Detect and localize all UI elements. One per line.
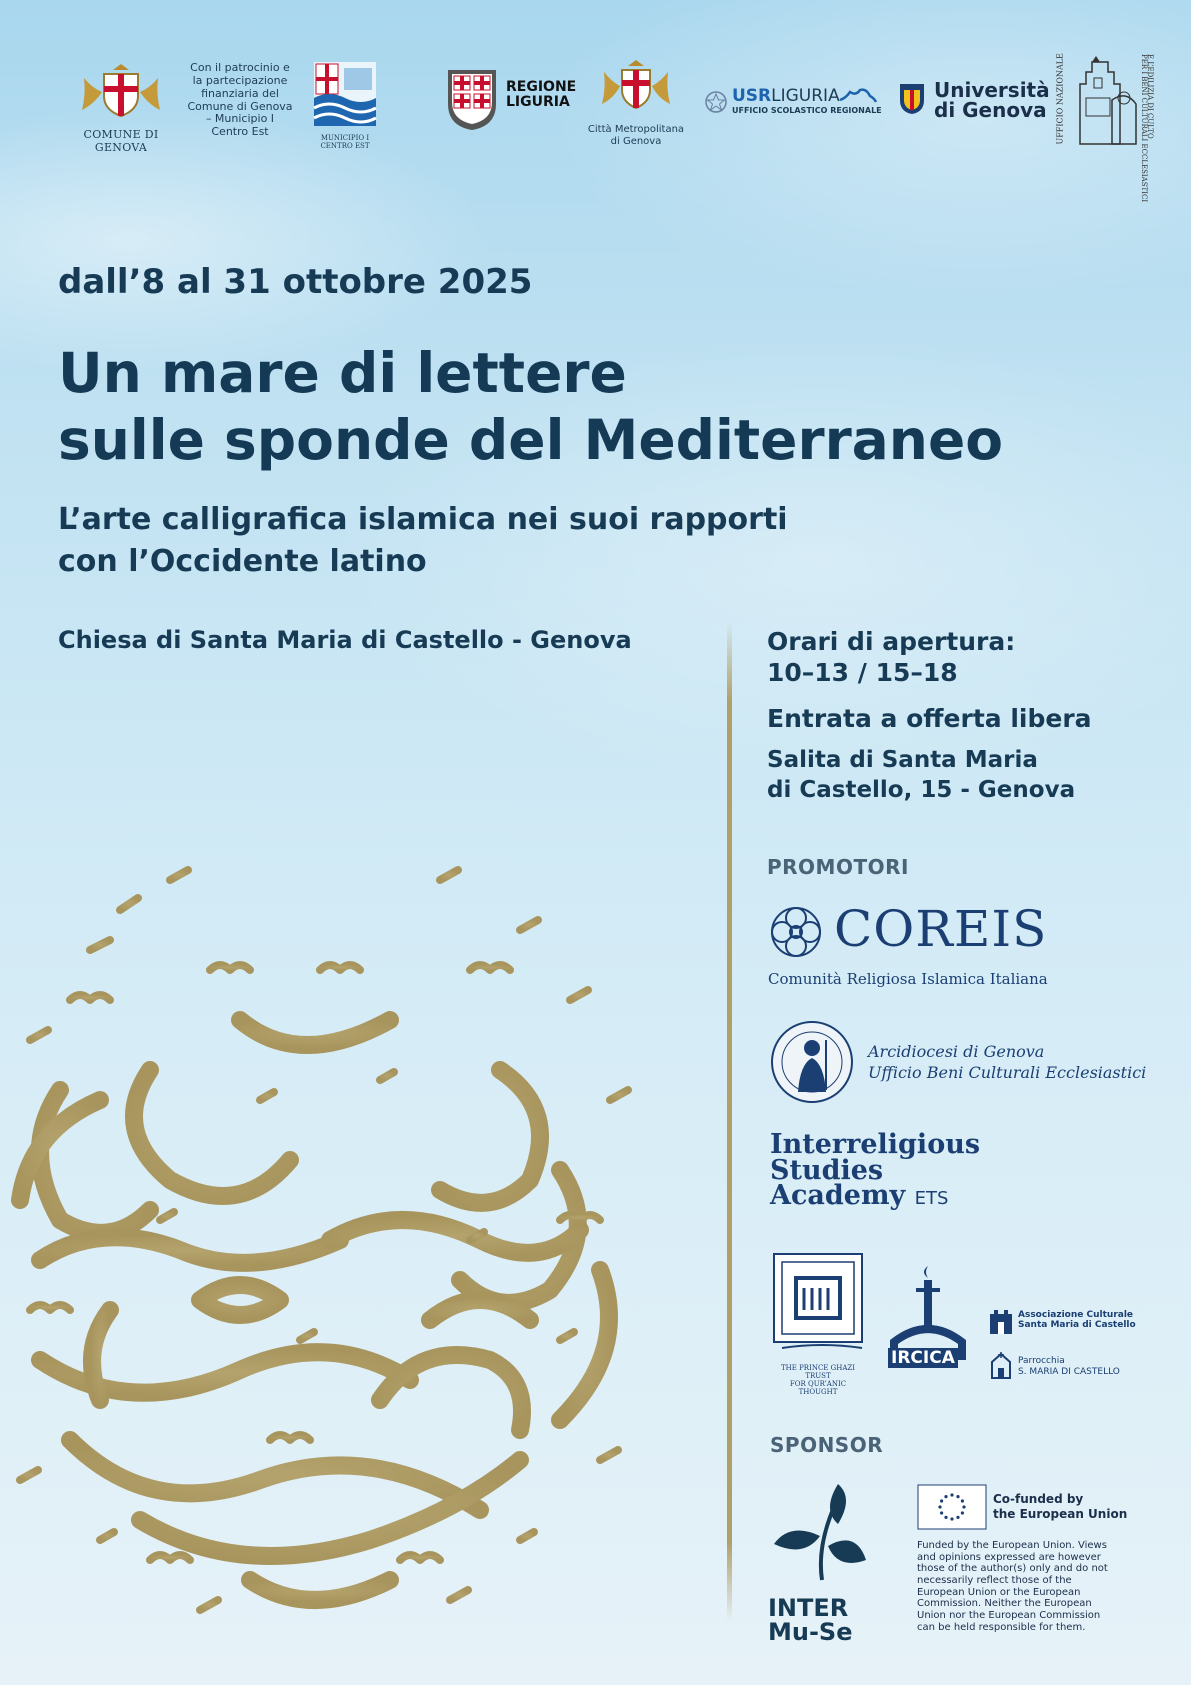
isa-suffix: ETS [914,1188,949,1210]
usr-label-a: USR [732,86,772,106]
address-block [767,746,1075,806]
citta-label: Città Metropolitana [587,124,685,135]
isa-line-2: Studies [770,1154,884,1186]
subtitle-line-1: L’arte calligrafica islamica nei suoi rapporti [58,502,788,537]
eu-label-1: Co-funded by [993,1492,1084,1506]
prince-ghazi-label: THE PRINCE GHAZI TRUST [780,1364,856,1381]
ufficio-line2: PER I BENI CULTURALI ECCLESIASTICI [1140,54,1148,203]
logo-ufficio-nazionale [1050,53,1160,203]
subtitle-line-2: con l’Occidente latino [58,544,427,579]
logo-parrocchia [988,1350,1138,1384]
regione-sub: LIGURIA [506,94,570,111]
sponsor-heading: SPONSOR [770,1433,884,1457]
arcidiocesi-sub: Ufficio Beni Culturali Ecclesiastici [868,1062,1147,1082]
regione-label: REGIONE [506,79,577,95]
logo-arcidiocesi [770,1020,1147,1106]
title-line-1: Un mare di lettere [58,341,627,405]
parrocchia-church-icon [988,1350,1014,1380]
associazione-label: Associazione Culturale [1018,1310,1134,1320]
logo-municipio [310,58,380,151]
hours-label: Orari di apertura: [767,627,1016,656]
patronage-text: Con il patrocinio e la partecipazione finanziaria del Comune di Genova – Municipio I Centro Est [187,61,293,139]
italian-republic-emblem-icon [704,90,728,114]
ufficio-line3: E L’EDILIZIA DI CULTO [1146,54,1154,139]
municipio-label: MUNICIPIO I [320,134,370,142]
comune-name: COMUNE DI GENOVA [83,128,159,154]
parrocchia-sub: S. MARIA DI CASTELLO [1018,1366,1120,1377]
isa-line-3: Academy [770,1180,906,1212]
prince-ghazi-sub: FOR QUR’ANIC THOUGHT [789,1380,847,1397]
unige-shield-icon [898,82,926,116]
event-subtitle [58,499,788,583]
event-venue: Chiesa di Santa Maria di Castello - Genova [58,626,632,654]
ircica-label: IRCICA [888,1348,958,1368]
eu-label-2: the European Union [993,1507,1128,1521]
logo-associazione-culturale [988,1304,1138,1340]
usr-sub: UFFICIO SCOLASTICO REGIONALE [732,106,882,115]
parrocchia-label: Parrocchia [1018,1356,1065,1366]
logo-regione-liguria [446,68,586,132]
liguria-outline-icon [838,86,878,104]
coreis-rosette-icon [768,904,824,960]
eu-flag-icon [917,1484,987,1530]
inter-muse-leaves-icon [768,1480,868,1586]
logo-ircica [886,1264,970,1384]
coreis-name: COREIS [834,900,1048,958]
arabic-calligraphy-roundel [0,840,660,1660]
logo-comune-genova [56,58,186,154]
eu-disclaimer: Funded by the European Union. Views and opinions expressed are however those of the author(s) only and do not necessarily reflect those of the European Union or the European Commission. Neither the European Union nor the European Commission can be held responsible for them. [917,1540,1108,1633]
logo-coreis [768,900,1048,988]
unige-sub: di Genova [934,98,1047,122]
arcidiocesi-name: Arcidiocesi di Genova [868,1042,1045,1061]
logo-prince-ghazi-trust [770,1252,866,1397]
entry-info: Entrata a offerta libera [767,704,1092,733]
logo-eu-cofunded [917,1484,1177,1644]
logo-universita-genova [898,78,1050,122]
isa-line-1: Interreligious [770,1129,981,1160]
hours-block [767,626,1015,689]
ufficio-label: UFFICIO NAZIONALE [1055,53,1065,145]
municipio-emblem-icon [310,58,380,130]
ircica-emblem-icon [886,1264,970,1360]
municipio-sub: CENTRO EST [320,142,370,151]
vertical-divider [727,622,732,1622]
address-line-1: Salita di Santa Maria [767,747,1038,773]
unige-label: Università [934,78,1050,102]
logo-interreligious-studies-academy [770,1129,981,1212]
associazione-building-icon [988,1304,1014,1336]
prince-ghazi-emblem-icon [772,1252,864,1358]
coreis-sub: Comunità Religiosa Islamica Italiana [768,970,1048,988]
logo-inter-muse [768,1480,878,1646]
event-title [58,340,1003,474]
promotori-heading: PROMOTORI [767,855,909,879]
citta-sub: di Genova [610,136,662,147]
citta-metropolitana-crest-icon [586,56,686,120]
address-line-2: di Castello, 15 - Genova [767,776,1076,803]
logo-usr-liguria [704,84,880,120]
event-dates: dall’8 al 31 ottobre 2025 [58,262,533,302]
regione-shield-icon [446,68,498,132]
hours-value: 10–13 / 15–18 [767,658,958,688]
intermuse-line-2: Mu-Se [768,1618,853,1646]
comune-crest-icon [56,58,186,120]
associazione-sub: Santa Maria di Castello [1018,1320,1136,1331]
arcidiocesi-seal-icon [770,1020,854,1104]
logo-citta-metropolitana [586,56,686,148]
usr-label-b: LIGURIA [771,86,840,106]
title-line-2: sulle sponde del Mediterraneo [58,408,1004,473]
intermuse-line-1: INTER [768,1594,849,1622]
